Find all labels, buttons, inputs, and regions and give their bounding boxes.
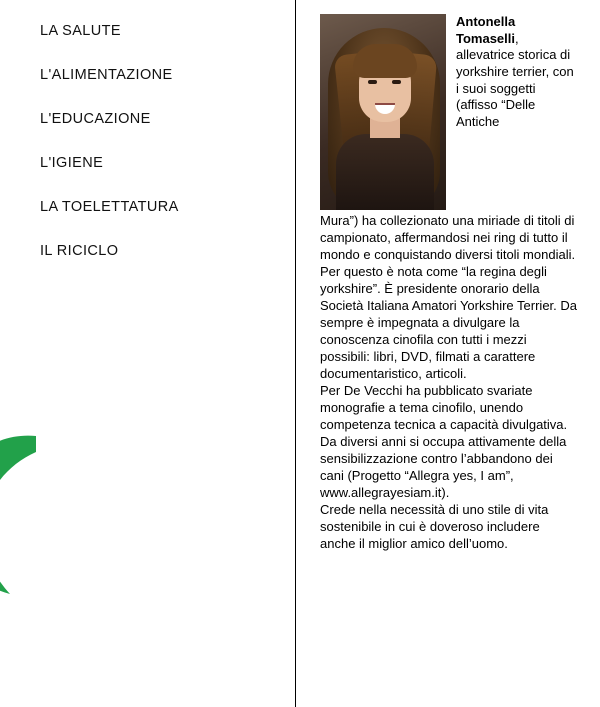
author-bio-paragraph-3: Da diversi anni si occupa attivamente della sensibilizzazione contro l’abbandono dei cani (Progetto “Allegra yes, I am”, www.allegrayesiam.it). xyxy=(320,434,567,501)
author-bio-header xyxy=(320,12,578,212)
author-name: Antonella Tomaselli xyxy=(456,14,516,46)
right-page xyxy=(296,0,600,707)
author-bio-paragraph-2: Per De Vecchi ha pubblicato svariate monografie a tema cinofilo, unendo competenza tecnica a capacità divulgativa. xyxy=(320,383,568,433)
toc-item-alimentazione: L'ALIMENTAZIONE xyxy=(40,66,173,83)
author-name-comma: , xyxy=(515,30,519,46)
author-intro-text: allevatrice storica di yorkshire terrier, con i suoi soggetti (affisso “Delle Antiche xyxy=(456,47,574,129)
left-page xyxy=(0,0,295,707)
author-portrait-photo xyxy=(320,14,446,210)
toc-item-toelettatura: LA TOELETTATURA xyxy=(40,198,179,215)
toc-item-riciclo: IL RICICLO xyxy=(40,242,119,259)
green-brush-decoration xyxy=(0,430,100,600)
table-of-contents xyxy=(0,24,295,260)
toc-item-salute: LA SALUTE xyxy=(40,23,121,39)
author-bio-paragraph-1: Mura”) ha collezionato una miriade di titoli di campionato, affermandosi nei ring di tutto il mondo e conquistando diversi titoli mondiali. Per questo è nota come “la regina degli yorkshire”. È presidente onorario della Società Italiana Amatori Yorkshire Terrier. Da sempre è impegnata a divulgare la conoscenza cinofila con tutti i mezzi possibili: libri, DVD, filmati a carattere documentaristico, articoli. xyxy=(320,213,578,382)
toc-item-igiene: L'IGIENE xyxy=(40,154,104,171)
author-bio-paragraph-4: Crede nella necessità di uno stile di vita sostenibile in cui è doveroso includere anche il miglior amico dell’uomo. xyxy=(320,502,549,552)
toc-item-educazione: L'EDUCAZIONE xyxy=(40,110,151,127)
